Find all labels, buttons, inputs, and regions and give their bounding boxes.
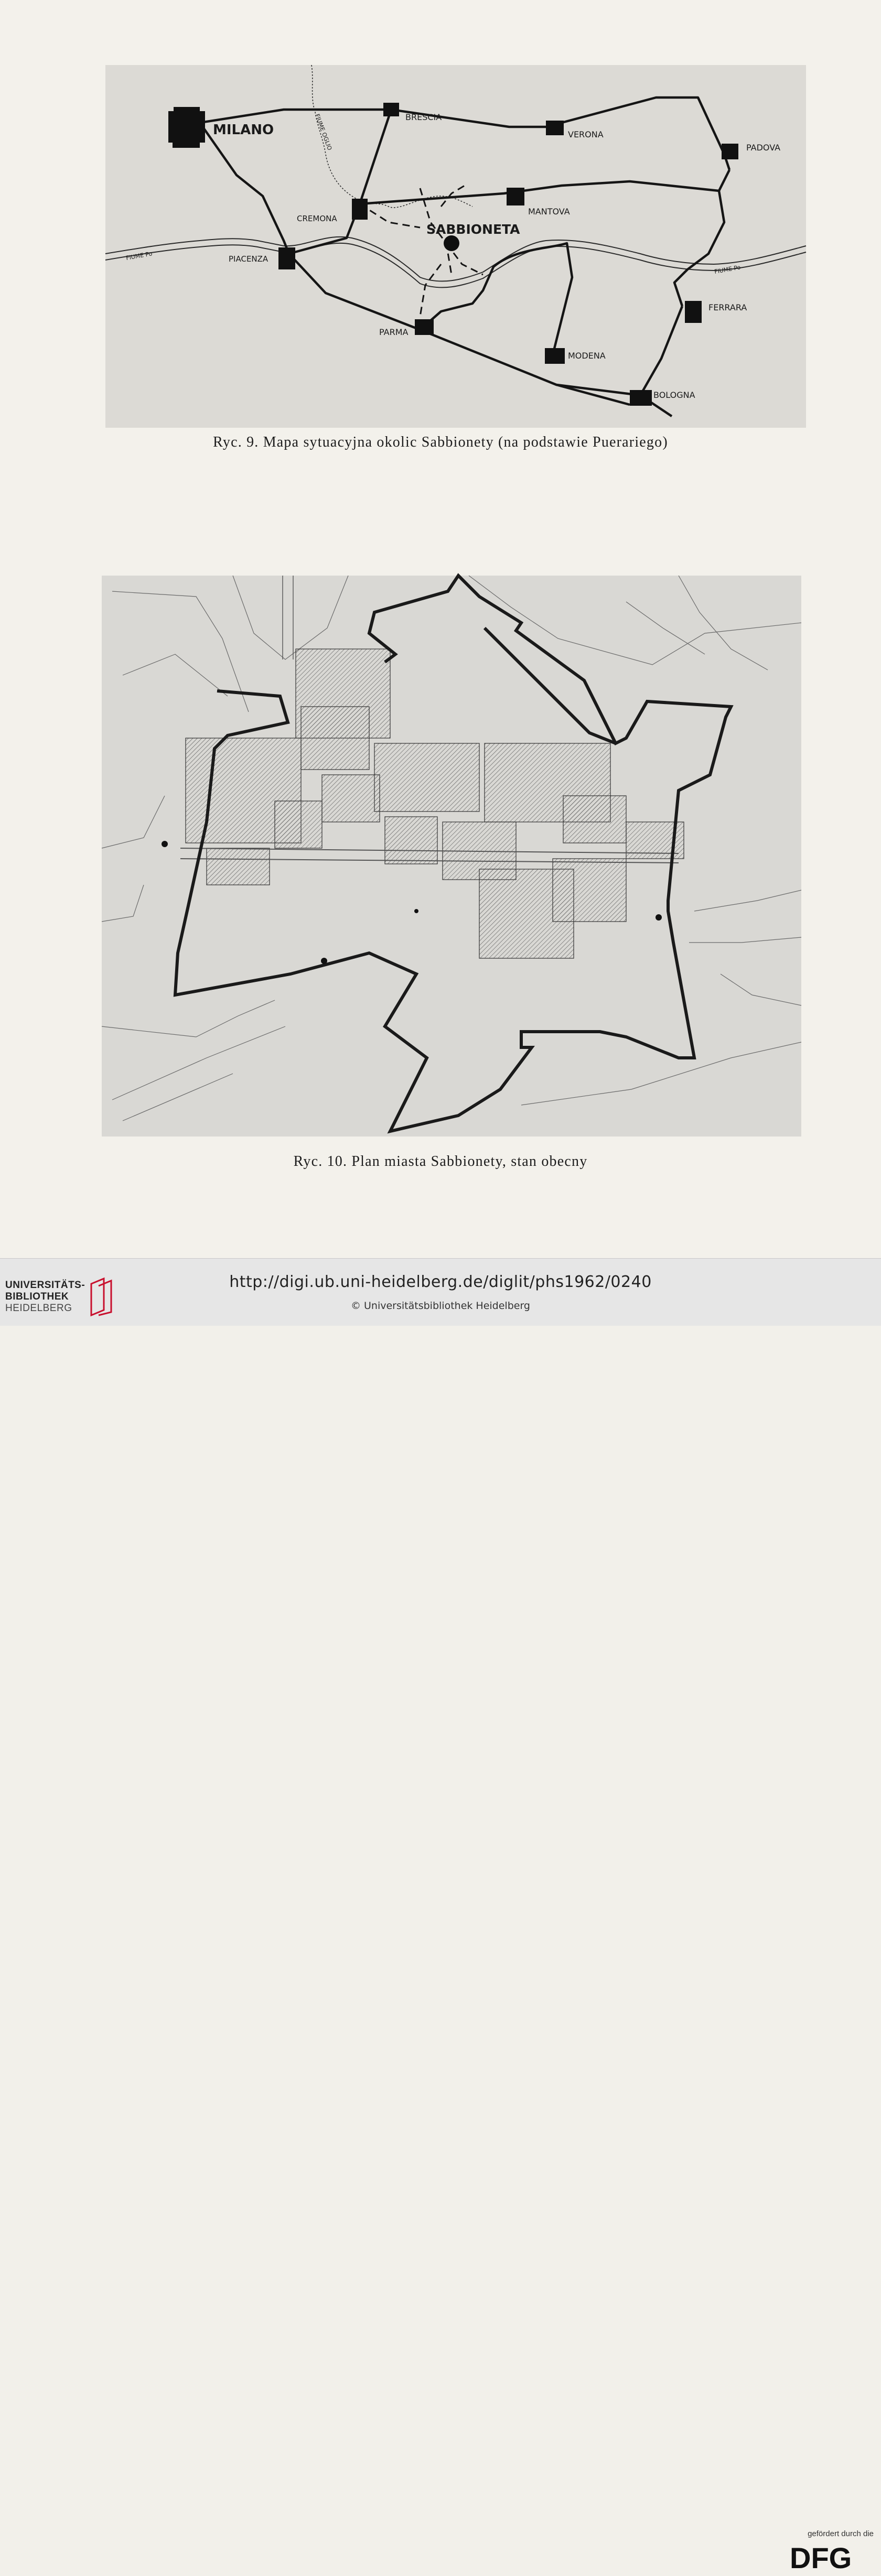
figure-10-caption: Ryc. 10. Plan miasta Sabbionety, stan obecny bbox=[293, 1153, 588, 1170]
dfg-logo[interactable] bbox=[787, 2542, 871, 2573]
svg-text:DFG: DFG bbox=[790, 2541, 852, 2574]
dfg-logo-icon bbox=[787, 2542, 871, 2573]
funding-note: gefördert durch die bbox=[808, 2529, 874, 2538]
library-name-line1: UNIVERSITÄTS- bbox=[5, 1280, 85, 1291]
label-modena: MODENA bbox=[568, 351, 606, 361]
label-sabbioneta: SABBIONETA bbox=[426, 222, 520, 237]
label-ferrara: FERRARA bbox=[708, 302, 747, 312]
regional-map-drawing bbox=[105, 65, 806, 428]
label-river-po-west: FIUME Po bbox=[125, 250, 153, 262]
label-river-po-east: FIUME Po bbox=[714, 264, 742, 275]
label-cremona: CREMONA bbox=[297, 214, 337, 223]
milano-icon bbox=[168, 107, 205, 148]
label-brescia: BRESCIA bbox=[405, 112, 442, 122]
label-piacenza: PIACENZA bbox=[229, 254, 268, 264]
label-mantova: MANTOVA bbox=[528, 207, 570, 217]
town-plan-drawing bbox=[102, 576, 801, 1137]
label-parma: PARMA bbox=[379, 327, 409, 337]
figure-10-town-plan bbox=[102, 576, 801, 1137]
library-name-line3: HEIDELBERG bbox=[5, 1303, 72, 1314]
scanned-page bbox=[0, 0, 881, 1258]
label-milano: MILANO bbox=[213, 122, 274, 138]
figure-9-caption: Ryc. 9. Mapa sytuacyjna okolic Sabbionety (na podstawie Puerariego) bbox=[213, 434, 668, 450]
copyright-notice: © Universitätsbibliothek Heidelberg bbox=[350, 1300, 530, 1312]
label-bologna: BOLOGNA bbox=[653, 390, 695, 400]
library-footer bbox=[0, 1258, 881, 2574]
label-river-oglio: FIUME OGLIO bbox=[314, 113, 334, 151]
label-verona: VERONA bbox=[568, 129, 604, 139]
label-padova: PADOVA bbox=[746, 143, 781, 153]
library-name-line2: BIBLIOTHEK bbox=[5, 1291, 69, 1302]
figure-9-map bbox=[105, 65, 806, 428]
permalink-url[interactable]: http://digi.ub.uni-heidelberg.de/diglit/phs1962/0240 bbox=[229, 1273, 652, 1291]
